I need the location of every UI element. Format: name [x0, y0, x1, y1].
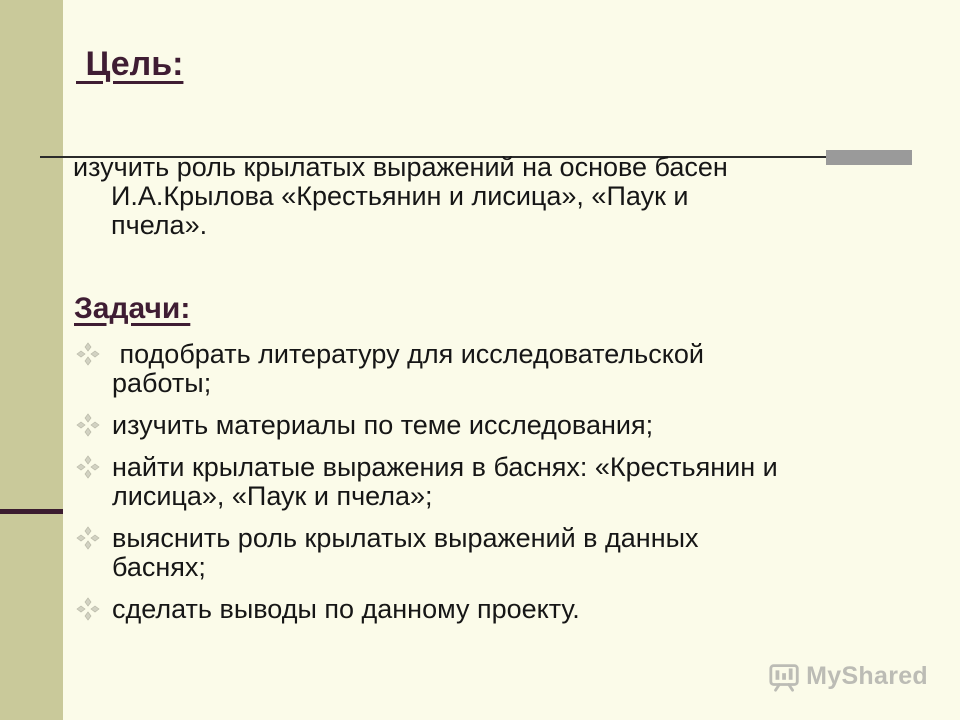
task-line: баснях; [112, 552, 206, 582]
task-line: лисица», «Паук и пчела»; [112, 481, 433, 511]
goal-line: пчела». [111, 210, 208, 240]
diamond-bullet-icon [76, 597, 100, 621]
goal-line: изучить роль крылатых выражений на основе басен [73, 152, 728, 182]
diamond-bullet-icon [76, 342, 100, 366]
task-item [76, 524, 916, 582]
task-item [76, 595, 916, 624]
diamond-bullet-icon [76, 455, 100, 479]
task-list [76, 340, 916, 637]
left-accent-line [0, 509, 63, 514]
goal-line: И.А.Крылова «Крестьянин и лисица», «Паук и [111, 181, 689, 211]
myshared-watermark [768, 656, 928, 696]
goal-text [73, 153, 863, 240]
task-line: подобрать литературу для исследовательской [112, 339, 704, 369]
tasks-heading: Задачи: [74, 292, 191, 325]
left-decorative-stripe [0, 0, 63, 720]
diamond-bullet-icon [76, 526, 100, 550]
task-item [76, 340, 916, 398]
task-item [76, 453, 916, 511]
task-item [76, 411, 916, 440]
watermark-text: MyShared [806, 661, 928, 690]
myshared-logo-icon [768, 659, 800, 693]
task-line: работы; [112, 368, 212, 398]
task-line: найти крылатые выражения в баснях: «Крестьянин и [112, 452, 778, 482]
diamond-bullet-icon [76, 413, 100, 437]
task-line: изучить материалы по теме исследования; [112, 410, 654, 440]
task-line: сделать выводы по данному проекту. [112, 594, 580, 624]
task-line: выяснить роль крылатых выражений в данных [112, 523, 699, 553]
goal-heading: Цель: [76, 45, 184, 83]
